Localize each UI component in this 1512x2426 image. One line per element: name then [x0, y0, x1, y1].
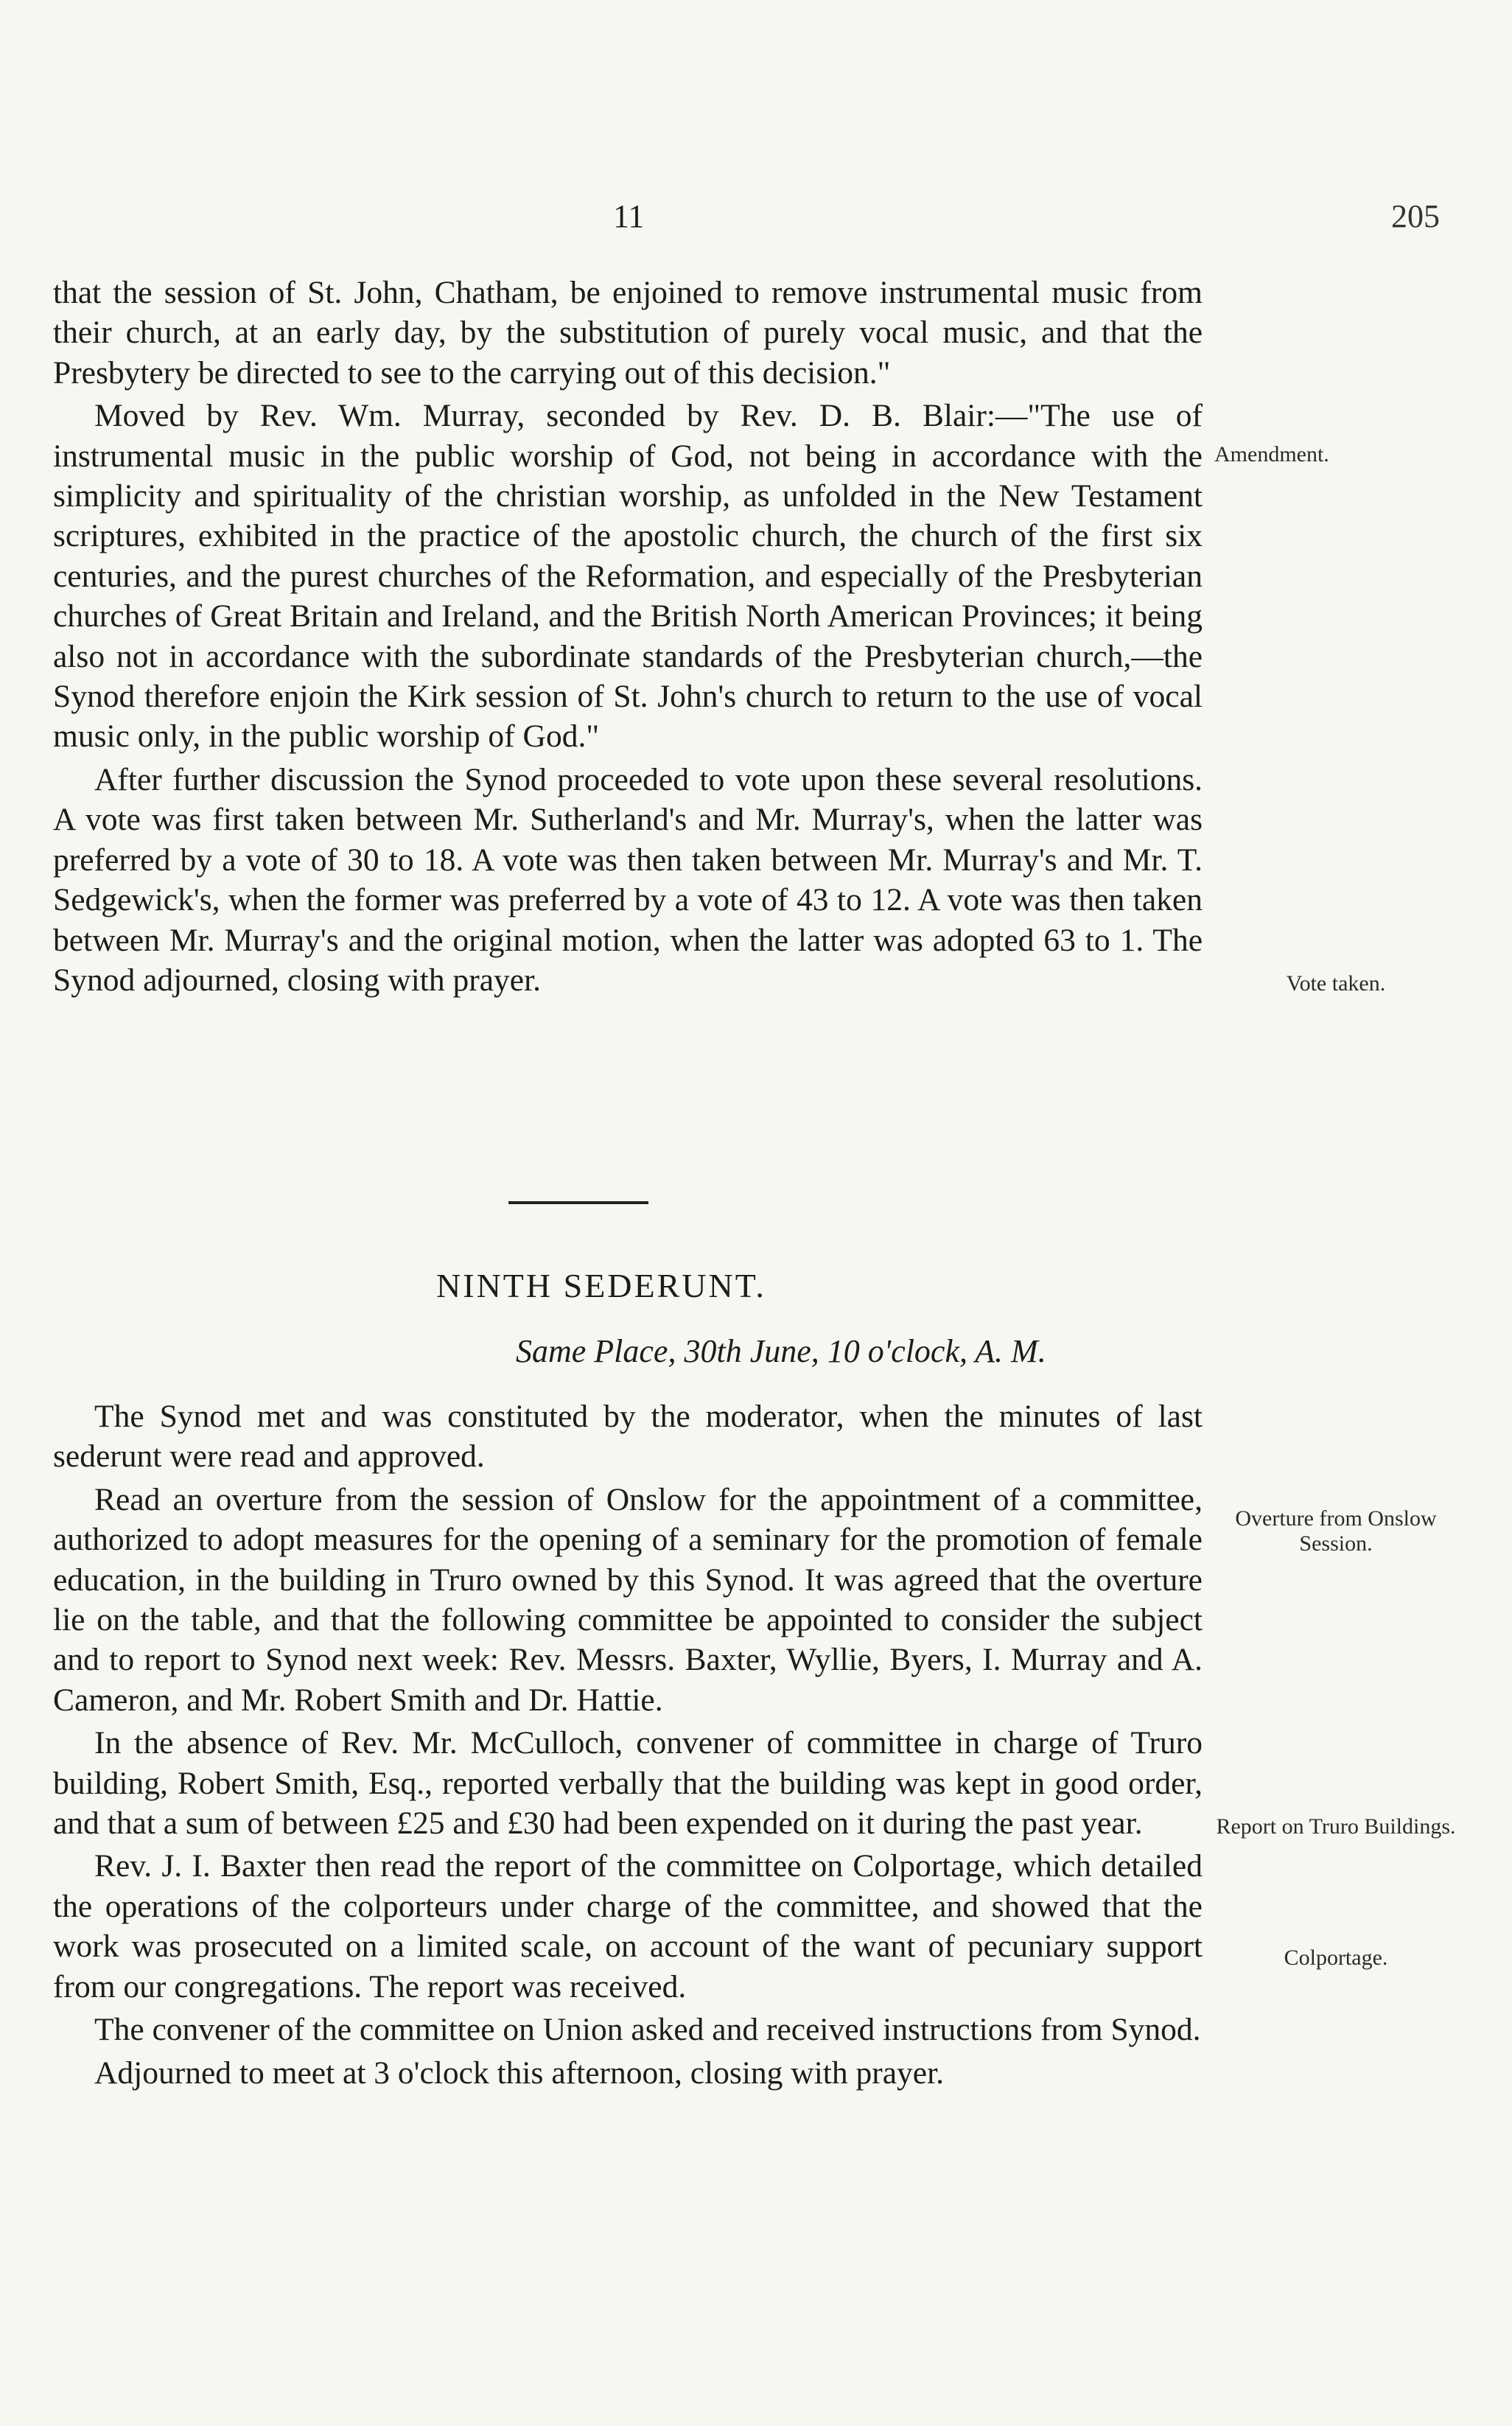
margin-note-vote-taken: Vote taken.	[1286, 971, 1386, 996]
page-number-right: 205	[1391, 198, 1440, 234]
sederunt-dateline: Same Place, 30th June, 10 o'clock, A. M.	[516, 1333, 1046, 1369]
margin-note-report-truro: Report on Truro Buildings.	[1216, 1814, 1456, 1839]
sederunt-heading: NINTH SEDERUNT.	[436, 1267, 766, 1304]
paragraph-adjourned: Adjourned to meet at 3 o'clock this afternoon, closing with prayer.	[94, 2055, 945, 2091]
paragraph-synod-met: The Synod met and was constituted by the moderator, when the minutes of last sederunt were read and approved.	[53, 1399, 1203, 1475]
paragraph-union: The convener of the committee on Union asked and received instructions from Synod.	[94, 2012, 1201, 2048]
paragraph-colportage: Rev. J. I. Baxter then read the report of the committee on Colportage, which detailed the operations of the colporteurs under charge of the committee, and showed that the work was prosecuted on a limited scale, on account of the want of pecuniary support from our congregations. The report was received.	[53, 1848, 1203, 2004]
section-divider-rule	[508, 1201, 648, 1204]
paragraph-vote: After further discussion the Synod proceeded to vote upon these several resolutions. A vote was first taken between Mr. Sutherland's and Mr. Murray's, when the latter was preferred by a vote of 30 to 18. A vote was then taken between Mr. Murray's and Mr. T. Sedgewick's, when the former was preferred by a vote of 43 to 12. A vote was then taken between Mr. Murray's and the original motion, when the latter was adopted 63 to 1. The Synod adjourned, closing with prayer.	[53, 761, 1203, 998]
page-number: 11	[613, 198, 645, 234]
paragraph-amendment: Moved by Rev. Wm. Murray, seconded by Rev. D. B. Blair:—"The use of instrumental music in the public worship of God, not being in accordance with the simplicity and spirituality of the christian worship, as unfolded in the New Testament scriptures, exhibited in the practice of the apostolic church, the church of the first six centuries, and the purest churches of the Reformation, and especially of the Presbyterian churches of Great Britain and Ireland, and the British North American Provinces; it being also not in accordance with the subordinate standards of the Presbyterian church,—the Synod therefore enjoin the Kirk session of St. John's church to return to the use of vocal music only, in the public worship of God."	[53, 398, 1203, 755]
paragraph-continued-motion: that the session of St. John, Chatham, be enjoined to remove instrumental music from their church, at an early day, by the substitution of purely vocal music, and that the Presbytery be directed to see to the carrying out of this decision."	[53, 275, 1203, 391]
paragraph-overture: Read an overture from the session of Onslow for the appointment of a committee, authorized to adopt measures for the opening of a seminary for the promotion of female education, in the building in Truro owned by this Synod. It was agreed that the overture lie on the table, and that the following committee be appointed to consider the subject and to report to Synod next week: Rev. Messrs. Baxter, Wyllie, Byers, I. Murray and A. Cameron, and Mr. Robert Smith and Dr. Hattie.	[53, 1481, 1203, 1718]
margin-note-amendment: Amendment.	[1214, 442, 1329, 466]
margin-note-colportage: Colportage.	[1284, 1946, 1388, 1970]
section-one-text	[53, 273, 1203, 1003]
margin-note-overture: Overture from Onslow Session.	[1235, 1506, 1437, 1556]
paragraph-truro-building: In the absence of Rev. Mr. McCulloch, convener of committee in charge of Truro building, Robert Smith, Esq., reported verbally that the building was kept in good order, and that a sum of between £25 and £30 had been expended on it during the past year.	[53, 1725, 1203, 1842]
section-two-text	[53, 1396, 1203, 2096]
